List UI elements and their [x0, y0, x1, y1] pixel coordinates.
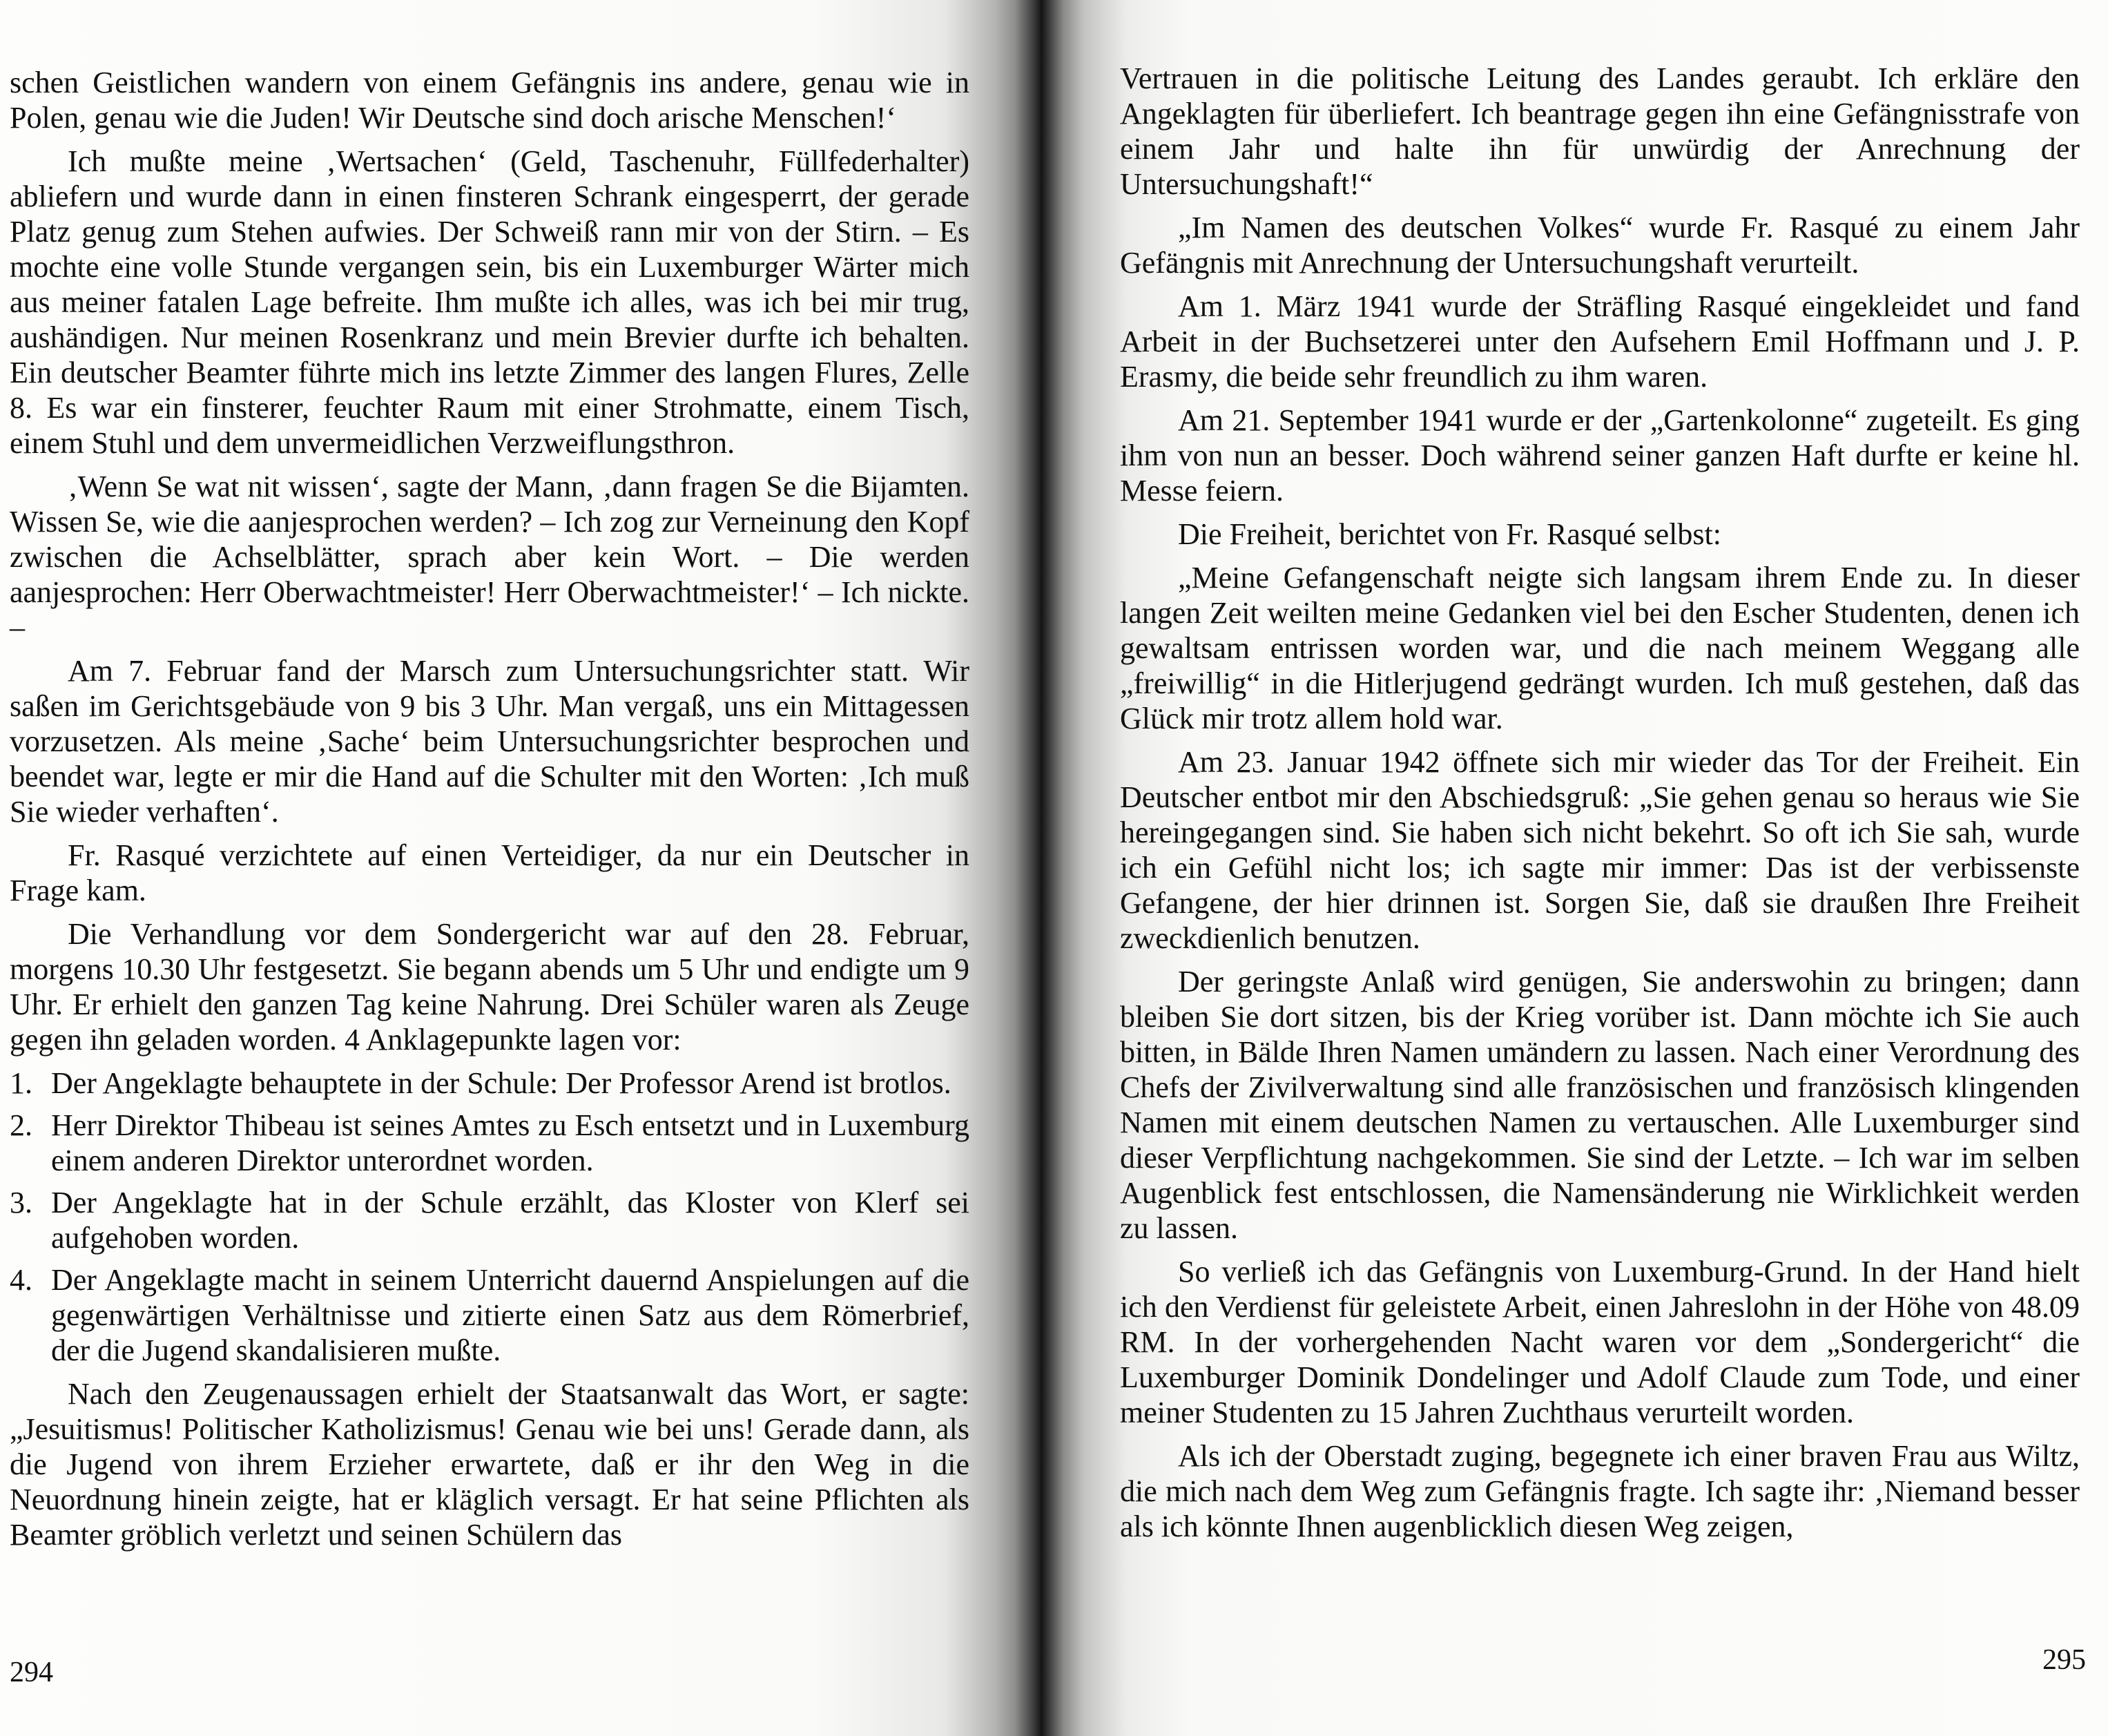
paragraph: Am 1. März 1941 wurde der Sträfling Rasqué eingekleidet und fand Arbeit in der Buchsetzerei unter den Aufsehern Emil Hoffmann und J. P. Erasmy, die beide sehr freundlich zu ihm waren. — [1120, 289, 2080, 394]
paragraph: Ich mußte meine ‚Wertsachen‘ (Geld, Taschenuhr, Füllfederhalter) abliefern und wurde dann in einen finsteren Schrank eingesperrt, der gerade Platz genug zum Stehen aufwies. Der Schweiß rann mir von der Stirn. – Es mochte eine volle Stunde vergangen sein, bis ein Luxemburger Wärter mich aus meiner fatalen Lage befreite. Ihm mußte ich alles, was ich bei mir trug, aushändigen. Nur meinen Rosenkranz und mein Brevier durfte ich behalten. Ein deutscher Beamter führte mich ins letzte Zimmer des langen Flures, Zelle 8. Es war ein finsterer, feuchter Raum mit einer Strohmatte, einem Tisch, einem Stuhl und dem unvermeidlichen Verzweiflungsthron. — [10, 144, 969, 460]
left-page — [0, 0, 1015, 1736]
paragraph: ‚Wenn Se wat nit wissen‘, sagte der Mann, ‚dann fragen Se die Bijamten. Wissen Se, wie die aanjesprochen werden? – Ich zog zur Verneinung den Kopf zwischen die Achselblätter, sprach aber kein Wort. – Die werden aanjesprochen: Herr Oberwachtmeister! Herr Oberwachtmeister!‘ – Ich nickte. – — [10, 470, 969, 644]
page-number: 294 — [10, 1657, 53, 1688]
paragraph: Am 21. September 1941 wurde er der „Gartenkolonne“ zugeteilt. Es ging ihm von nun an besser. Doch während seiner ganzen Haft durfte er keine hl. Messe feiern. — [1120, 403, 2080, 508]
paragraph: Nach den Zeugenaussagen erhielt der Staatsanwalt das Wort, er sagte: „Jesuitismus! Politischer Katholizismus! Genau wie bei uns! Gerade dann, als die Jugend von ihrem Erzieher erwartete, daß er ihr den Weg in die Neuordnung hinein zeigte, hat er kläglich versagt. Er hat seine Pflichten als Beamter gröblich verletzt und seinen Schülern das — [10, 1377, 969, 1552]
list-number: 2. — [10, 1108, 32, 1142]
list-item — [10, 1108, 969, 1178]
paragraph: Die Freiheit, berichtet von Fr. Rasqué selbst: — [1178, 517, 1721, 551]
paragraph: „Im Namen des deutschen Volkes“ wurde Fr. Rasqué zu einem Jahr Gefängnis mit Anrechnung der Untersuchungshaft verurteilt. — [1120, 211, 2080, 280]
list-text: Herr Direktor Thibeau ist seines Amtes zu Esch entsetzt und in Luxemburg einem anderen Direktor unterordnet worden. — [51, 1108, 969, 1177]
list-text: Der Angeklagte behauptete in der Schule: Der Professor Arend ist brotlos. — [51, 1066, 951, 1100]
paragraph: Am 23. Januar 1942 öffnete sich mir wieder das Tor der Freiheit. Ein Deutscher entbot mir den Abschiedsgruß: „Sie gehen genau so heraus wie Sie hereingegangen sind. Sie haben sich nicht bekehrt. So oft ich Sie sah, wurde ich ein Gefühl nicht los; ich sagte mir immer: Das ist der verbissenste Gefangene, der hier drinnen ist. Sorgen Sie, daß sie draußen Ihre Freiheit zweckdienlich benutzen. — [1120, 745, 2080, 955]
paragraph: Fr. Rasqué verzichtete auf einen Verteidiger, da nur ein Deutscher in Frage kam. — [10, 838, 969, 907]
list-item — [10, 1065, 969, 1101]
list-number: 4. — [10, 1263, 32, 1297]
charges-list — [10, 1065, 969, 1368]
paragraph: „Meine Gefangenschaft neigte sich langsam ihrem Ende zu. In dieser langen Zeit weilten meine Gedanken viel bei den Escher Studenten, denen ich gewaltsam entrissen worden war, und die nach meinem Weggang alle „freiwillig“ in die Hitlerjugend gedrängt wurden. Ich muß gestehen, daß das Glück mir trotz allem hold war. — [1120, 561, 2080, 735]
paragraph: Die Verhandlung vor dem Sondergericht war auf den 28. Februar, morgens 10.30 Uhr festgesetzt. Sie begann abends um 5 Uhr und endigte um 9 Uhr. Er erhielt den ganzen Tag keine Nahrung. Drei Schüler waren als Zeuge gegen ihn geladen worden. 4 Anklagepunkte lagen vor: — [10, 917, 969, 1057]
list-text: Der Angeklagte hat in der Schule erzählt, das Kloster von Klerf sei aufgehoben worden. — [51, 1186, 969, 1255]
list-number: 3. — [10, 1186, 32, 1219]
list-item — [10, 1185, 969, 1255]
book-gutter — [1015, 0, 1063, 1736]
paragraph: Der geringste Anlaß wird genügen, Sie anderswohin zu bringen; dann bleiben Sie dort sitzen, bis der Krieg vorüber ist. Dann möchte ich Sie auch bitten, in Bälde Ihren Namen umändern zu lassen. Nach einer Verordnung des Chefs der Zivilverwaltung sind alle französischen und französisch klingenden Namen mit einem deutschen Namen zu vertauschen. Alle Luxemburger sind dieser Verpflichtung nachgekommen. Sie sind der Letzte. – Ich war im selben Augenblick fest entschlossen, die Namensänderung nie Wirklichkeit werden zu lassen. — [1120, 965, 2080, 1245]
paragraph: Als ich der Oberstadt zuging, begegnete ich einer braven Frau aus Wiltz, die mich nach dem Weg zum Gefängnis fragte. Ich sagte ihr: ‚Niemand besser als ich könnte Ihnen augenblicklich diesen Weg zeigen, — [1120, 1439, 2080, 1543]
list-text: Der Angeklagte macht in seinem Unterricht dauernd Anspielungen auf die gegenwärtigen Verhältnisse und zitierte einen Satz aus dem Römerbrief, der die Jugend skandalisieren mußte. — [51, 1263, 969, 1367]
paragraph: schen Geistlichen wandern von einem Gefängnis ins andere, genau wie in Polen, genau wie die Juden! Wir Deutsche sind doch arische Menschen!‘ — [10, 66, 969, 135]
left-page-text — [10, 65, 969, 1561]
page-number: 295 — [2042, 1644, 2086, 1676]
list-number: 1. — [10, 1066, 32, 1100]
paragraph: Am 7. Februar fand der Marsch zum Untersuchungsrichter statt. Wir saßen im Gerichtsgebäude von 9 bis 3 Uhr. Man vergaß, uns ein Mittagessen vorzusetzen. Als meine ‚Sache‘ beim Untersuchungsrichter besprochen und beendet war, legte er mir die Hand auf die Schulter mit den Worten: ‚Ich muß Sie wieder verhaften‘. — [10, 654, 969, 829]
paragraph: Vertrauen in die politische Leitung des Landes geraubt. Ich erkläre den Angeklagten für überliefert. Ich beantrage gegen ihn eine Gefängnisstrafe von einem Jahr und halte ihn für unwürdig der Anrechnung der Untersuchungshaft!“ — [1120, 61, 2080, 201]
right-page-text — [1120, 61, 2080, 1552]
paragraph: So verließ ich das Gefängnis von Luxemburg-Grund. In der Hand hielt ich den Verdienst für geleistete Arbeit, einen Jahreslohn in der Höhe von 48.09 RM. In der vorhergehenden Nacht waren vor dem „Sondergericht“ die Luxemburger Dominik Dondelinger und Adolf Claude zum Tode, und einer meiner Studenten zu 15 Jahren Zuchthaus verurteilt worden. — [1120, 1255, 2080, 1429]
list-item — [10, 1262, 969, 1368]
